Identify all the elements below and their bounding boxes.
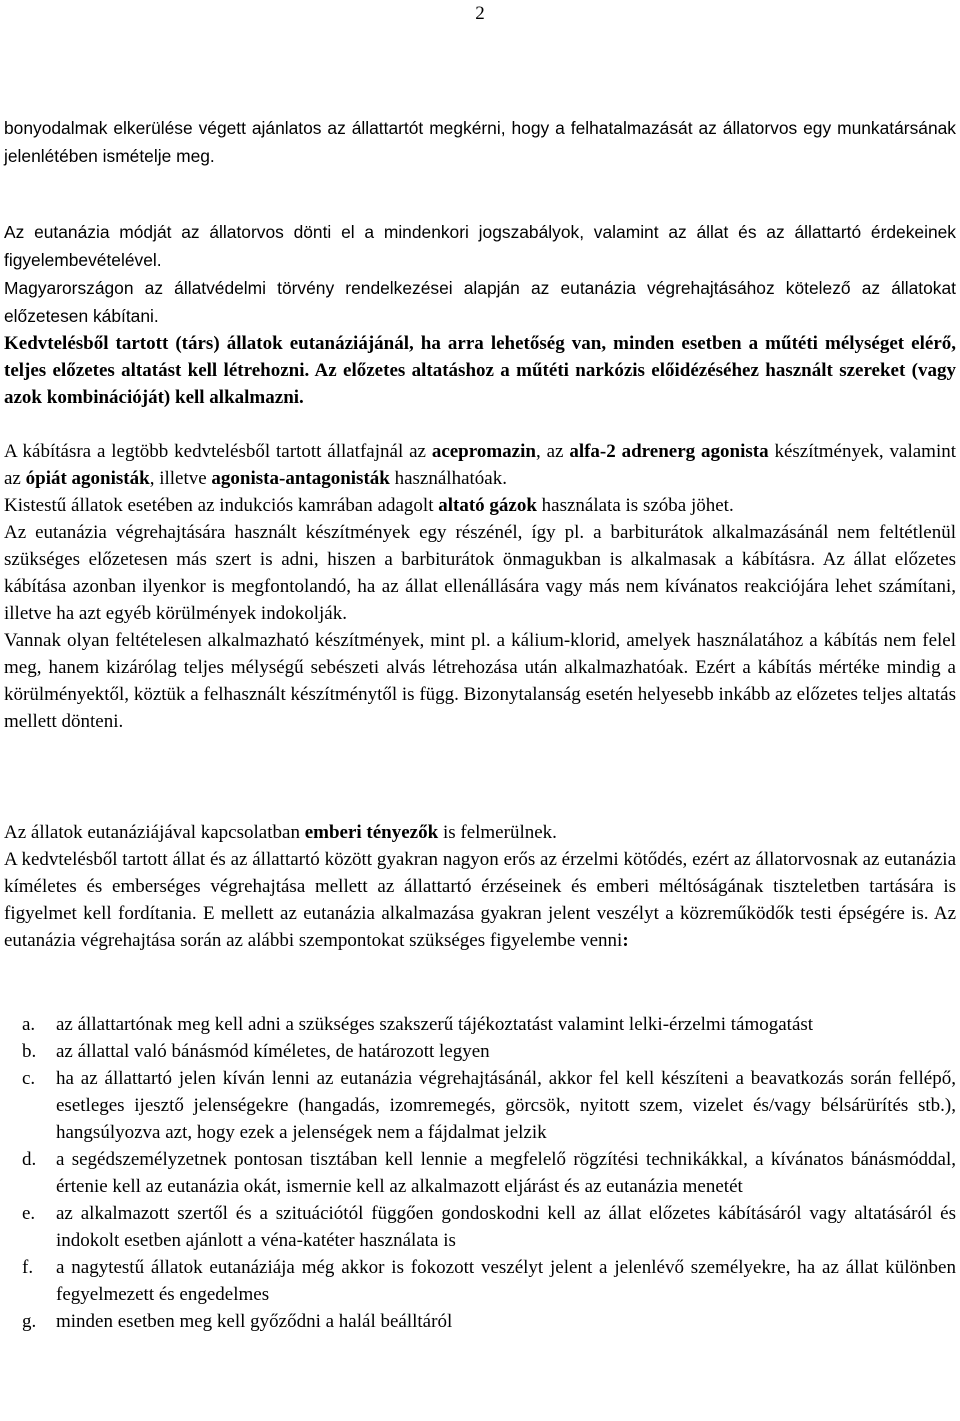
- paragraph-4: Kedvtelésből tartott (társ) állatok eutanáziájánál, ha arra lehetőség van, minden esetben a műtéti mélységet elérő, teljes előzetes altatást kell létrehozni. Az előzetes altatáshoz a műtéti narkózis előidézéséhez használt szereket (vagy azok kombinációját) kell alkalmazni.: [4, 333, 956, 408]
- page-number: 2: [475, 3, 485, 24]
- list-item: [4, 1308, 956, 1335]
- paragraph-1: bonyodalmak elkerülése végett ajánlatos az állattartót megkérni, hogy a felhatalmazását az állatorvos egy munkatársának jelenlétében ismételje meg.: [4, 118, 956, 166]
- paragraph-group-2: [4, 438, 956, 735]
- paragraph-continuation: [4, 114, 956, 170]
- list-item: [4, 1146, 956, 1200]
- paragraph-6: Kistestű állatok esetében az indukciós kamrában adagolt altató gázok használata is szóba jöhet.: [4, 495, 734, 516]
- list-item: [4, 1038, 956, 1065]
- list-marker: d.: [22, 1149, 37, 1170]
- list-item: [4, 1200, 956, 1254]
- paragraph-10: A kedvtelésből tartott állat és az állattartó között gyakran nagyon erős az érzelmi kötődés, ezért az állatorvosnak az eutanázia kíméletes és emberséges végrehajtása mellett az állattartó érzéseinek és emberi méltóságának tiszteletben tartására is figyelmet kell fordítania. E mellett az eutanázia alkalmazása gyakran jelent veszélyt a közreműködők testi épségére is. Az eutanázia végrehajtása során az alábbi szempontokat szükséges figyelembe venni:: [4, 849, 956, 951]
- list-marker: f.: [22, 1257, 34, 1278]
- paragraph-2: Az eutanázia módját az állatorvos dönti el a mindenkori jogszabályok, valamint az állat és az állattartó érdekeinek figyelembevételével.: [4, 222, 956, 270]
- list-marker: e.: [22, 1203, 36, 1224]
- paragraph-group: [4, 218, 956, 411]
- list-marker: b.: [22, 1041, 37, 1062]
- list-item-text: az alkalmazott szertől és a szituációtól függően gondoskodni kell az állat előzetes kábításáról vagy altatásáról és indokolt esetben ajánlott a véna-katéter használata is: [56, 1203, 956, 1251]
- list-item-text: ha az állattartó jelen kíván lenni az eutanázia végrehajtásánál, akkor fel kell készíteni a beavatkozás során fellépő, esetleges ijesztő jelenségekre (hangadás, izomremegés, görcsök, nyitott szem, vizelet és/vagy bélsárürítés stb.), hangsúlyozva azt, hogy ezek a jelenségek nem a fájdalmat jelzik: [56, 1068, 956, 1143]
- paragraph-group-3: [4, 819, 956, 954]
- paragraph-7: Az eutanázia végrehajtására használt készítmények egy részénél, így pl. a barbiturátok alkalmazásánál nem feltétlenül szükséges előzetesen más szert is adni, hiszen a barbiturátok önmagukban is alkalmasak a kábításra. Az állat előzetes kábítása azonban ilyenkor is megfontolandó, ha az állat ellenállására vagy más nem kívánatos reakciójára lehet számítani, illetve ha azt egyéb körülmények indokolják.: [4, 522, 956, 624]
- paragraph-8: Vannak olyan feltételesen alkalmazható készítmények, mint pl. a kálium-klorid, amelyek használatához a kábítás nem felel meg, hanem kizárólag teljes mélységű sebészeti alvás létrehozása után alkalmazhatóak. Ezért a kábítás mértéke mindig a körülményektől, köztük a felhasznált készítménytől is függ. Bizonytalanság esetén helyesebb inkább az előzetes teljes altatás mellett dönteni.: [4, 630, 956, 732]
- list-marker: a.: [22, 1014, 36, 1035]
- list-item-text: az állattartónak meg kell adni a szükséges szakszerű tájékoztatást valamint lelki-érzelmi támogatást: [56, 1014, 814, 1035]
- list-item: [4, 1011, 956, 1038]
- list-marker: g.: [22, 1311, 37, 1332]
- list-item: [4, 1065, 956, 1146]
- list-item-text: a nagytestű állatok eutanáziája még akkor is fokozott veszélyt jelent a jelenlévő személyekre, ha az állat különben fegyelmezett és engedelmes: [56, 1257, 956, 1305]
- paragraph-9: Az állatok eutanáziájával kapcsolatban emberi tényezők is felmerülnek.: [4, 822, 557, 843]
- paragraph-5: A kábításra a legtöbb kedvtelésből tartott állatfajnál az acepromazin, az alfa-2 adrenerg agonista készítmények, valamint az ópiát agonisták, illetve agonista-antagonisták használhatóak.: [4, 441, 957, 489]
- considerations-list: [4, 1011, 956, 1335]
- list-item-text: az állattal való bánásmód kíméletes, de határozott legyen: [56, 1041, 490, 1062]
- list-item-text: minden esetben meg kell győződni a halál beálltáról: [56, 1311, 453, 1332]
- paragraph-3: Magyarországon az állatvédelmi törvény rendelkezései alapján az eutanázia végrehajtásához kötelező az állatokat előzetesen kábítani.: [4, 278, 956, 326]
- list-marker: c.: [22, 1068, 36, 1089]
- list-item-text: a segédszemélyzetnek pontosan tisztában kell lennie a megfelelő rögzítési technikákkal, a kívánatos bánásmóddal, értenie kell az eutanázia okát, ismernie kell az alkalmazott eljárást és az eutanázia menetét: [56, 1149, 956, 1197]
- list-item: [4, 1254, 956, 1308]
